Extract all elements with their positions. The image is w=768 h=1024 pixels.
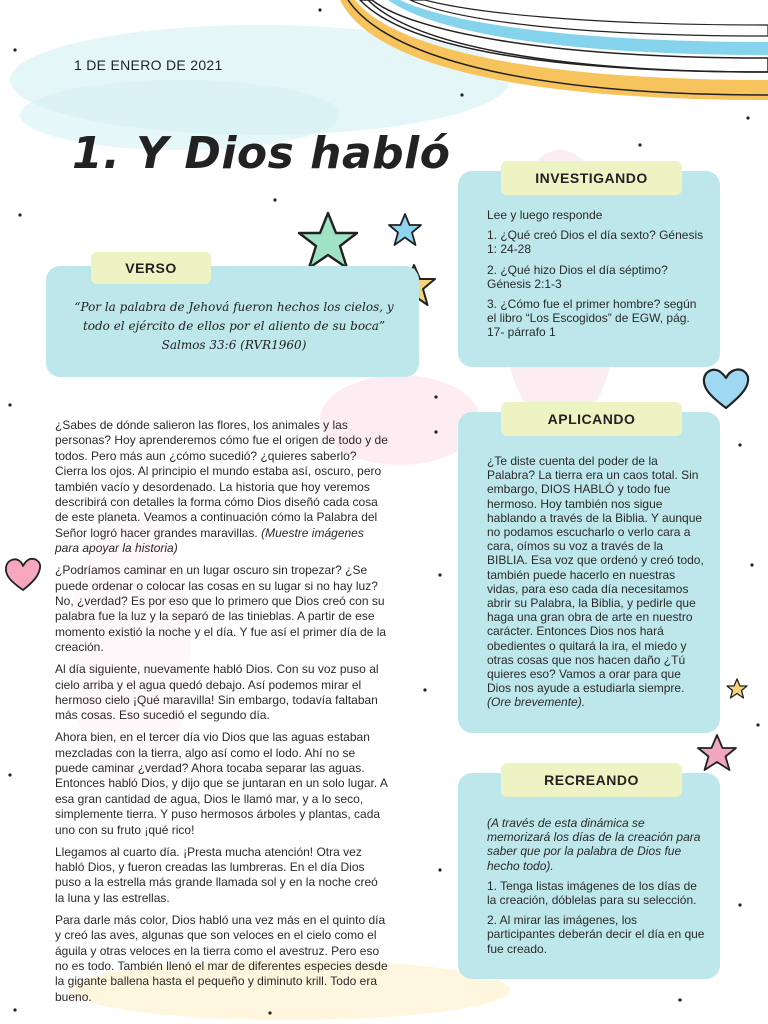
story-body bbox=[55, 418, 390, 1012]
recreando-text bbox=[487, 816, 707, 962]
recreando-tag: RECREANDO bbox=[501, 763, 682, 797]
story-paragraph bbox=[55, 418, 390, 557]
recreando-step: 1. Tenga listas imágenes de los días de la creación, dóblelas para su selección. bbox=[487, 878, 697, 908]
story-paragraph: Llegamos al cuarto día. ¡Presta mucha atención! Otra vez habló Dios, y fueron creadas las lumbreras. En el día Dios puso a la estrella más grande llamada sol y en la noche creó la luna y las estrellas. bbox=[55, 844, 378, 905]
aplicando-text bbox=[487, 454, 707, 716]
green-star-icon bbox=[296, 210, 360, 272]
question-item: 3. ¿Cómo fue el primer hombre? según el libro “Los Escogidos” de EGW, pág. 17- párrafo 1 bbox=[487, 297, 697, 340]
investigando-text bbox=[487, 208, 707, 346]
date: 1 DE ENERO DE 2021 bbox=[74, 57, 223, 73]
pink-star-icon bbox=[695, 733, 739, 773]
question-item: 1. ¿Qué creó Dios el día sexto? Génesis 1: 24-28 bbox=[487, 228, 704, 257]
pink-heart-icon bbox=[2, 556, 44, 594]
aplicando-body: ¿Te diste cuenta del poder de la Palabra? La tierra era un caos total. Sin embargo, DIOS HABLÓ y todo fue hermoso. Hoy también nos sigue hablando a través de la Biblia. Y aunque no podamos escucharlo o verlo cara a cara, oímos su voz a través de la BIBLIA. Esa voz que ordenó y creó todo, también puede hacerlo en nuestras vidas, para eso cada día necesitamos abrir su Palabra, la Biblia, y pedirle que haga una gran obra de arte en nuestro carácter. Entonces Dios nos hará obedientes o quitará la ira, el miedo y otras cosas que nos hacen daño ¿Tú quieres eso? Vamos a orar para que Dios nos ayude a estudiarla siempre. bbox=[487, 454, 704, 696]
question-item: 2. ¿Qué hizo Dios el día séptimo? Génesis 2:1-3 bbox=[487, 262, 668, 291]
recreando-step: 2. Al mirar las imágenes, los participantes deberán decir el día en que fue creado. bbox=[487, 913, 705, 956]
story-paragraph: Ahora bien, en el tercer día vio Dios que las aguas estaban mezcladas con la tierra, algo así como el lodo. Ahí no se puede caminar ¿verdad? Ahora tocaba separar las aguas. Entonces habló Dios, y dijo que se juntaran en un solo lugar. A esa gran cantidad de agua, Dios le llamó mar, y a lo seco, simplemente tierra. Y puso hermosos árboles y plantas, cada uno con su fruto ¡qué rico! bbox=[55, 730, 388, 837]
aplicando-tag: APLICANDO bbox=[501, 402, 682, 436]
blue-heart-icon bbox=[700, 366, 752, 412]
investigando-tag: INVESTIGANDO bbox=[501, 161, 682, 195]
small-yellow-star-icon bbox=[725, 678, 749, 700]
recreando-intro: (A través de esta dinámica se memorizará los días de la creación para saber que por la palabra de Dios fue hecho todo). bbox=[487, 816, 701, 873]
blue-star-icon bbox=[386, 212, 424, 248]
story-paragraph: Al día siguiente, nuevamente habló Dios. Con su voz puso al cielo arriba y el agua quedó debajo. Así podemos mirar el hermoso cielo ¡Qué maravilla! Sin embargo, todavía faltaban más cosas. Eso sucedió el segundo día. bbox=[55, 662, 379, 723]
story-note: (Muestre imágenes para apoyar la historia) bbox=[55, 525, 364, 556]
investigando-intro: Lee y luego responde bbox=[487, 208, 603, 222]
aplicando-paragraph bbox=[487, 454, 707, 710]
story-paragraph: ¿Podríamos caminar en un lugar oscuro sin tropezar? ¿Se puede ordenar o colocar las cosas en su lugar si no hay luz? No, ¿verdad? Es por eso que lo primero que Dios creó con su palabra fue la luz y la separó de las tinieblas. A partir de ese momento existió la noche y el día. Y fue así el primer día de la creación. bbox=[55, 563, 387, 655]
story-text: ¿Sabes de dónde salieron las flores, los animales y las personas? Hoy aprenderemos cómo fue el origen de todo y de todos. Pero más aun ¿cómo sucedió? ¿quieres saberlo? Cierra los ojos. Al principio el mundo estaba así, oscuro, pero también vacío y desordenado. La historia que hoy veremos describirá con detalles la forma cómo Dios diseñó cada cosa de este planeta. Veamos a continuación cómo la Palabra del Señor logró hacer grandes maravillas. bbox=[55, 418, 388, 540]
aplicando-note: (Ore brevemente). bbox=[487, 695, 586, 710]
verse-tag: VERSO bbox=[91, 252, 211, 284]
page-title: 1. Y Dios habló bbox=[72, 128, 451, 179]
verse-text: “Por la palabra de Jehová fueron hechos los cielos, y todo el ejército de ellos por el aliento de su boca” Salmos 33:6 (RVR1960) bbox=[74, 300, 394, 352]
story-paragraph: Para darle más color, Dios habló una vez más en el quinto día y creó las aves, algunas que son veloces en el cielo como el águila y otras veloces en la tierra como el avestruz. Pero eso no es todo. También llenó el mar de diferentes especies desde la gigante ballena hasta el pequeño y diminuto krill. Todo era bueno. bbox=[55, 912, 388, 1004]
